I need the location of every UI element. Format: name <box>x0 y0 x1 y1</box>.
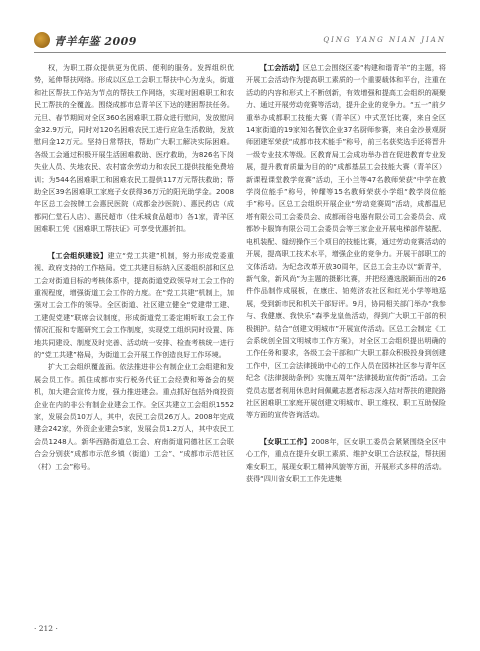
section-heading: 【工会组织建设】 <box>48 250 108 260</box>
paragraph: 扩大工会组织覆盖面。依法推进非公有制企业工会组建和发展会员工作。抓住成都市实行税务代征工会经费和筹备会的契机，加大建会宣传力度，强力推进建会。重点抓好包括外商投资企业在内的非公有制企业建会工作。全区共建立工会组织1552家，发展会员10万人，其中，农民工会员26万人。2008年完成建会242家，外资企业建会5家，发展会员1.2万人，其中农民工会员1248人。新华西路街道总工会、府南街道同德社区工会联合会分别获“成都市示范乡镇（街道）工会”、“成都市示范社区（村）工会”称号。 <box>34 362 234 471</box>
yearbook-logo-icon <box>34 32 50 48</box>
paragraph <box>246 62 446 422</box>
paragraph-text: 2008年，区女职工委员会紧紧围绕全区中心工作，重点在提升女职工素质、维护女职工合法权益，帮扶困难女职工，展现女职工精神风貌等方面，开展形式多样的活动。获得“四川省女职工工作先进集 <box>246 436 446 483</box>
paragraph-text: 区总工会围绕区委“构建和谐青羊”的主题，将开展工会活动作为提高职工素质的一个重要载体和平台，注重在活动的内容和形式上不断创新，有效增强和提高工会组织的凝聚力、通过开展劳动竞赛等活动，提升企业的竞争力。“五一”前夕重举办成都职工技能大赛（青羊区）中式烹饪比赛，来自全区14家街道的19家知名餐饮企业37名厨师参赛，来自金沙景观厨师团建军荣获“成都市技术能手”称号，前三名获奖选手还将晋升一级专业技术等级。区教育局工会成功举办首在促进教育专业发展，提升教育质量为目的的“成都基层工会技能大赛（青羊区）新课程课堂教学竞赛”活动，王小兰等47名教师荣获“中学在教学岗位能手”称号，钟耀等15名教师荣获小学组“教学岗位能手”称号。区总工会组织开展企业“劳动竞赛周”活动，成都温尼塔有限公司工会委员会、成都雨谷电器有限公司工会委员会、成都妙卡服饰有限公司工会委员会等三家企业开展电梯部件装配、电机装配、缝纫操作三个项目的技能比赛，通过劳动竞赛活动的开展，提高职工技术水平，增强企业的竞争力。开展干部职工的文体活动。为纪念改革开放30周年，区总工会主办以“新青羊，新气象，新风尚”为主题的摄影比赛，并把经遴选脱颖而出的26件作品制作成展板，在康庄、铂苑济农社区和红光小学等地巡展，受到新市民和机关干部好评。9月，协同相关部门举办“我参与、我健康、我快乐”森季龙皇鱼活动，得到广大职工干部的积极拥护。结合“创建文明城市”开展宣传活动。区总工会制定《工会系统创全国文明城市工作方案》，对全区工会组织提出明确的工作任务和要求，各级工会干部和广大职工群众积极投身到创建工作中，区工会法律援助中心的工作人员在园林社区参与青年区纪念《法律援助条例》实施五周年“法律援助宣传街”活动。工会党员志愿者利用休息时间佩戴志愿者标志深入结对帮扶的建院路社区困难职工家庭开展创建文明城市、职工维权、职工互助保险等方面的宣传咨询活动。 <box>246 63 446 420</box>
paragraph-text: 建立“党工共建”机制，努力形成党委重视、政府支持的工作格局。党工共建目标纳入区委组织部和区总工会对街道目标的考核体系中，提高街道党政领导对工会工作的重视程度，增强街道工会工作的力度。在“党工共建”机制上，加强对工会工作的领导。全区街道、社区建立健全“党建带工建、工建促党建”联席会议制度，形成街道党工委定期听取工会工作情况汇报和专题研究工会工作制度，实现党工组织同时设置、阵地共同建设、制度及时完善、活动统一安排、检查考核统一进行的“党工共建”格局，为街道工会开展工作创造良好工作环境。 <box>34 250 234 359</box>
section-heading: 【工会活动】 <box>260 63 303 72</box>
paragraph <box>246 436 446 486</box>
paragraph: 权，为职工群众提供更为优质、便利的服务。发挥组织优势，延伸帮扶网络。形成以区总工会职工帮扶中心为龙头，街道和社区帮扶工作站为节点的帮扶工作网络，实现对困难职工和农民工帮扶的全覆盖。围绕成都市总青羊区下达的建困帮扶任务。元旦、春节期间对全区360名困难职工群众进行慰问，发放慰问金32.9万元，同时对120名困难农民工进行应急生活救助，发放慰问金12万元。坚持日常帮扶，帮助广大职工解决实际困难。各级工会通过积极开展生活困难救助、医疗救助，为826名下岗失业人员、失地农民、农村富余劳动力和农民工提供技能免费培训；为544名困难职工和困难农民工提供117万元帮扶救助；帮助全区39名困难职工家庭子女获得36万元的阳光助学金。2008年区总工会按牌工会惠民医院（成都金沙医院）、惠民药店（成都同仁堂石人店）、惠民超市（佳禾城食品超市）各1家，青羊区困难职工凭《困难职工帮扶证》可享受优惠折扣。 <box>34 63 234 234</box>
page-header <box>34 30 446 53</box>
left-column <box>34 62 234 614</box>
section-heading: 【女职工工作】 <box>260 436 312 446</box>
yearbook-title: 青羊年鉴 2009 <box>54 35 137 48</box>
right-column <box>246 62 446 614</box>
paragraph <box>34 250 234 362</box>
running-head: QING YANG NIAN JIAN <box>323 36 446 44</box>
page-number: · 212 · <box>34 624 58 633</box>
